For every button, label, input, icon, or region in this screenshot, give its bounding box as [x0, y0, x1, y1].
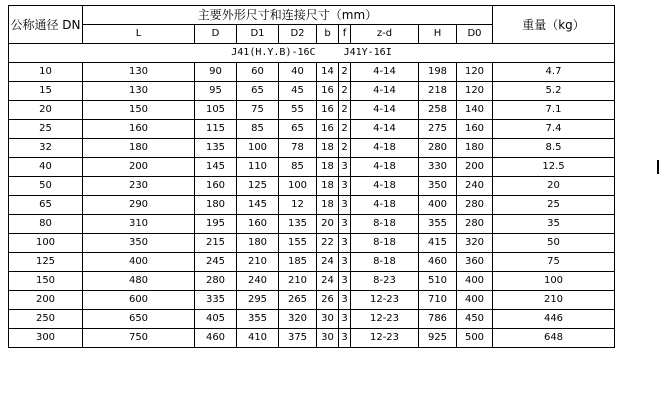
cell-d: 135	[195, 139, 237, 158]
model-subheader	[9, 44, 615, 63]
cell-d: 105	[195, 101, 237, 120]
cell-f: 2	[339, 82, 351, 101]
cell-z-d: 4-18	[351, 196, 419, 215]
cell-dn: 150	[9, 272, 83, 291]
cell-dn: 10	[9, 63, 83, 82]
cell-f: 2	[339, 120, 351, 139]
cell-h: 460	[419, 253, 457, 272]
cell-z-d: 4-14	[351, 82, 419, 101]
cell-b: 22	[317, 234, 339, 253]
cell-h: 400	[419, 196, 457, 215]
table-row	[9, 215, 615, 234]
cell-d: 215	[195, 234, 237, 253]
cell-l: 750	[83, 329, 195, 348]
cell-d0: 120	[457, 63, 493, 82]
header-f: f	[339, 25, 351, 44]
cell-l: 650	[83, 310, 195, 329]
header-d1: D1	[237, 25, 279, 44]
cell-f: 3	[339, 310, 351, 329]
cell-b: 24	[317, 272, 339, 291]
cell-dn: 20	[9, 101, 83, 120]
cell-d0: 280	[457, 215, 493, 234]
cell-d1: 410	[237, 329, 279, 348]
cell-weight: 446	[493, 310, 615, 329]
table-row	[9, 253, 615, 272]
cell-f: 3	[339, 234, 351, 253]
cell-l: 160	[83, 120, 195, 139]
cell-d1: 145	[237, 196, 279, 215]
cell-weight: 210	[493, 291, 615, 310]
cell-dn: 200	[9, 291, 83, 310]
cell-d1: 75	[237, 101, 279, 120]
cell-d1: 355	[237, 310, 279, 329]
cell-h: 350	[419, 177, 457, 196]
cell-d2: 210	[279, 272, 317, 291]
header-d2: D2	[279, 25, 317, 44]
cell-h: 198	[419, 63, 457, 82]
cell-b: 16	[317, 82, 339, 101]
cell-d: 115	[195, 120, 237, 139]
cell-d2: 185	[279, 253, 317, 272]
cell-dn: 100	[9, 234, 83, 253]
cell-f: 2	[339, 139, 351, 158]
table-row	[9, 291, 615, 310]
cell-d: 405	[195, 310, 237, 329]
cell-b: 18	[317, 177, 339, 196]
table-row	[9, 272, 615, 291]
cell-weight: 35	[493, 215, 615, 234]
cell-f: 3	[339, 329, 351, 348]
cell-b: 14	[317, 63, 339, 82]
cell-d0: 450	[457, 310, 493, 329]
cell-d1: 85	[237, 120, 279, 139]
cell-l: 180	[83, 139, 195, 158]
cell-d: 195	[195, 215, 237, 234]
cell-h: 218	[419, 82, 457, 101]
cell-z-d: 12-23	[351, 310, 419, 329]
cell-b: 30	[317, 310, 339, 329]
cell-d2: 12	[279, 196, 317, 215]
edge-mark	[657, 160, 659, 174]
cell-l: 150	[83, 101, 195, 120]
cell-d: 90	[195, 63, 237, 82]
cell-d0: 360	[457, 253, 493, 272]
cell-dn: 32	[9, 139, 83, 158]
cell-weight: 50	[493, 234, 615, 253]
cell-d: 145	[195, 158, 237, 177]
header-b: b	[317, 25, 339, 44]
header-dimensions-group: 主要外形尺寸和连接尺寸（mm）	[83, 6, 493, 25]
cell-d2: 135	[279, 215, 317, 234]
cell-d2: 265	[279, 291, 317, 310]
header-d0: D0	[457, 25, 493, 44]
header-l: L	[83, 25, 195, 44]
cell-l: 400	[83, 253, 195, 272]
cell-l: 130	[83, 63, 195, 82]
cell-d1: 60	[237, 63, 279, 82]
cell-d0: 280	[457, 196, 493, 215]
valve-spec-table	[8, 5, 615, 348]
table-row	[9, 101, 615, 120]
cell-b: 18	[317, 158, 339, 177]
cell-d0: 140	[457, 101, 493, 120]
cell-f: 3	[339, 215, 351, 234]
cell-d1: 180	[237, 234, 279, 253]
cell-d1: 125	[237, 177, 279, 196]
cell-f: 3	[339, 272, 351, 291]
cell-b: 18	[317, 196, 339, 215]
cell-b: 20	[317, 215, 339, 234]
cell-d2: 155	[279, 234, 317, 253]
header-d: D	[195, 25, 237, 44]
cell-f: 3	[339, 158, 351, 177]
cell-d0: 320	[457, 234, 493, 253]
cell-d1: 65	[237, 82, 279, 101]
header-dn: 公称通径 DN	[9, 6, 83, 44]
cell-dn: 50	[9, 177, 83, 196]
table-row	[9, 196, 615, 215]
header-weight: 重量（kg）	[493, 6, 615, 44]
cell-d2: 45	[279, 82, 317, 101]
cell-d2: 100	[279, 177, 317, 196]
cell-d1: 110	[237, 158, 279, 177]
model-code-right: J41Y-16I	[343, 47, 392, 58]
cell-h: 275	[419, 120, 457, 139]
cell-d0: 400	[457, 291, 493, 310]
cell-d0: 240	[457, 177, 493, 196]
cell-d: 180	[195, 196, 237, 215]
cell-d0: 120	[457, 82, 493, 101]
cell-z-d: 4-14	[351, 63, 419, 82]
cell-d: 335	[195, 291, 237, 310]
cell-d2: 320	[279, 310, 317, 329]
cell-weight: 7.4	[493, 120, 615, 139]
cell-h: 710	[419, 291, 457, 310]
cell-d2: 375	[279, 329, 317, 348]
cell-d: 245	[195, 253, 237, 272]
cell-b: 30	[317, 329, 339, 348]
cell-d: 460	[195, 329, 237, 348]
cell-l: 290	[83, 196, 195, 215]
cell-l: 350	[83, 234, 195, 253]
cell-weight: 25	[493, 196, 615, 215]
cell-d: 280	[195, 272, 237, 291]
cell-l: 310	[83, 215, 195, 234]
cell-f: 3	[339, 291, 351, 310]
cell-h: 280	[419, 139, 457, 158]
cell-d2: 40	[279, 63, 317, 82]
cell-dn: 15	[9, 82, 83, 101]
cell-d2: 78	[279, 139, 317, 158]
cell-z-d: 4-18	[351, 158, 419, 177]
cell-weight: 75	[493, 253, 615, 272]
cell-f: 3	[339, 196, 351, 215]
cell-d2: 85	[279, 158, 317, 177]
cell-z-d: 4-18	[351, 177, 419, 196]
cell-f: 2	[339, 63, 351, 82]
cell-weight: 12.5	[493, 158, 615, 177]
cell-b: 16	[317, 101, 339, 120]
cell-d1: 295	[237, 291, 279, 310]
cell-f: 3	[339, 253, 351, 272]
cell-d1: 160	[237, 215, 279, 234]
header-h: H	[419, 25, 457, 44]
cell-h: 510	[419, 272, 457, 291]
table-row	[9, 310, 615, 329]
cell-dn: 65	[9, 196, 83, 215]
cell-b: 18	[317, 139, 339, 158]
cell-d1: 210	[237, 253, 279, 272]
cell-d: 160	[195, 177, 237, 196]
table-body	[9, 63, 615, 348]
cell-d0: 500	[457, 329, 493, 348]
cell-d2: 55	[279, 101, 317, 120]
cell-dn: 40	[9, 158, 83, 177]
cell-d0: 180	[457, 139, 493, 158]
cell-f: 2	[339, 101, 351, 120]
cell-weight: 7.1	[493, 101, 615, 120]
cell-weight: 4.7	[493, 63, 615, 82]
cell-l: 130	[83, 82, 195, 101]
cell-b: 16	[317, 120, 339, 139]
cell-d0: 400	[457, 272, 493, 291]
cell-z-d: 8-18	[351, 234, 419, 253]
cell-l: 200	[83, 158, 195, 177]
cell-weight: 20	[493, 177, 615, 196]
table-row	[9, 177, 615, 196]
cell-h: 786	[419, 310, 457, 329]
cell-weight: 648	[493, 329, 615, 348]
cell-h: 330	[419, 158, 457, 177]
cell-d: 95	[195, 82, 237, 101]
cell-z-d: 8-18	[351, 253, 419, 272]
cell-z-d: 4-18	[351, 139, 419, 158]
cell-dn: 125	[9, 253, 83, 272]
cell-weight: 8.5	[493, 139, 615, 158]
cell-d0: 200	[457, 158, 493, 177]
cell-f: 3	[339, 177, 351, 196]
cell-weight: 100	[493, 272, 615, 291]
cell-dn: 25	[9, 120, 83, 139]
cell-dn: 250	[9, 310, 83, 329]
cell-dn: 80	[9, 215, 83, 234]
cell-z-d: 8-23	[351, 272, 419, 291]
cell-z-d: 8-18	[351, 215, 419, 234]
cell-h: 415	[419, 234, 457, 253]
cell-d2: 65	[279, 120, 317, 139]
table-row	[9, 234, 615, 253]
cell-l: 230	[83, 177, 195, 196]
cell-d1: 240	[237, 272, 279, 291]
table-row	[9, 139, 615, 158]
cell-d1: 100	[237, 139, 279, 158]
cell-z-d: 12-23	[351, 329, 419, 348]
cell-weight: 5.2	[493, 82, 615, 101]
cell-l: 600	[83, 291, 195, 310]
cell-d0: 160	[457, 120, 493, 139]
cell-z-d: 4-14	[351, 101, 419, 120]
cell-h: 355	[419, 215, 457, 234]
table-row	[9, 158, 615, 177]
cell-z-d: 12-23	[351, 291, 419, 310]
table-row	[9, 329, 615, 348]
table-row	[9, 120, 615, 139]
model-code-left: J41(H.Y.B)-16C	[231, 47, 316, 58]
cell-l: 480	[83, 272, 195, 291]
cell-dn: 300	[9, 329, 83, 348]
cell-b: 24	[317, 253, 339, 272]
table-row	[9, 63, 615, 82]
cell-h: 258	[419, 101, 457, 120]
cell-h: 925	[419, 329, 457, 348]
table-row	[9, 82, 615, 101]
cell-b: 26	[317, 291, 339, 310]
cell-z-d: 4-14	[351, 120, 419, 139]
header-z-d: z-d	[351, 25, 419, 44]
